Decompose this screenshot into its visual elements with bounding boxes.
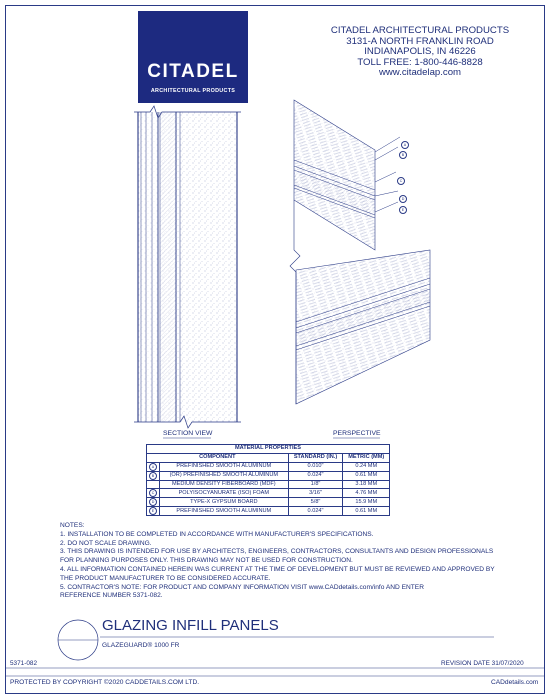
header-standard: STANDARD (IN.) (288, 453, 343, 462)
company-address-2: INDIANAPOLIS, IN 46226 (364, 46, 476, 58)
perspective-label: PERSPECTIVE (333, 430, 381, 437)
company-website: www.citadelap.com (378, 67, 462, 79)
logo-name: CITADEL (147, 61, 239, 82)
drawing-title: GLAZING INFILL PANELS (102, 617, 279, 634)
logo-subtitle: ARCHITECTURAL PRODUCTS (150, 88, 236, 94)
copyright-notice: PROTECTED BY COPYRIGHT ©2020 CADDETAILS.COM LTD. (10, 679, 200, 686)
company-name: CITADEL ARCHITECTURAL PRODUCTS (330, 25, 510, 36)
perspective-drawing (290, 100, 430, 404)
note-line: FOR PLANNING PURPOSES ONLY. THIS DRAWING MAY NOT BE USED FOR CONSTRUCTION. (60, 557, 353, 565)
table-title: MATERIAL PROPERTIES (147, 445, 390, 454)
header-metric: METRIC (MM) (343, 453, 390, 462)
notes-block (60, 522, 495, 601)
company-info (300, 26, 540, 79)
callout-a: A (401, 133, 409, 151)
table-row: A PREFINISHED SMOOTH ALUMINUM 0.010" 0.24 MM (147, 462, 390, 471)
note-line: 5. CONTRACTOR'S NOTE: FOR PRODUCT AND COMPANY INFORMATION VISIT www.CADdetails.com/info AND ENTER (60, 583, 424, 591)
note-line: 4. ALL INFORMATION CONTAINED HEREIN WAS CURRENT AT THE TIME OF DEVELOPMENT BUT MUST BE REVIEWED AND APPROVED BY (60, 565, 495, 573)
header-component: COMPONENT (147, 453, 289, 462)
section-view-label: SECTION VIEW (163, 430, 213, 437)
reference-number: 5371-082 (10, 660, 38, 667)
note-line: THE PRODUCT MANUFACTURER TO BE CONSIDERED ACCURATE. (60, 574, 271, 582)
revision-date: REVISION DATE 31/07/2020 (441, 660, 524, 667)
callout-d: D (399, 187, 407, 205)
citadel-logo (138, 11, 248, 103)
notes-heading: NOTES: (60, 522, 85, 529)
note-line: 2. DO NOT SCALE DRAWING. (60, 539, 152, 547)
drawing-subtitle: GLAZEGUARD® 1000 FR (102, 642, 180, 649)
callout-e: E (399, 198, 407, 216)
table-row: E PREFINISHED SMOOTH ALUMINUM 0.024" 0.61 MM (147, 507, 390, 516)
note-line: 3. THIS DRAWING IS INTENDED FOR USE BY ARCHITECTS, ENGINEERS, CONTRACTORS, CONSULTANTS AND DESIGN PROFESSIONALS (60, 548, 494, 556)
material-properties-table (146, 444, 390, 516)
note-line: 1. INSTALLATION TO BE COMPLETED IN ACCORDANCE WITH MANUFACTURER'S SPECIFICATIONS. (60, 530, 374, 538)
note-line: REFERENCE NUMBER 5371-082. (60, 592, 163, 600)
table-row: B (OR) PREFINISHED SMOOTH ALUMINUM 0.024" 0.61 MM (147, 471, 390, 480)
callout-b: B (399, 143, 407, 161)
table-row: D TYPE-X GYPSUM BOARD 5/8" 15.9 MM (147, 498, 390, 507)
company-address-1: 3131-A NORTH FRANKLIN ROAD (346, 35, 494, 47)
caddetails-link[interactable]: CADdetails.com (491, 679, 539, 686)
table-row: C POLYISOCYANURATE (ISO) FOAM 3/16" 4.76 MM (147, 489, 390, 498)
callout-c: C (397, 169, 405, 187)
section-view-drawing (134, 106, 241, 428)
company-phone: TOLL FREE: 1-800-446-8828 (357, 56, 483, 68)
table-row: MEDIUM DENSITY FIBERBOARD (MDF) 1/8" 3.18 MM (147, 480, 390, 489)
